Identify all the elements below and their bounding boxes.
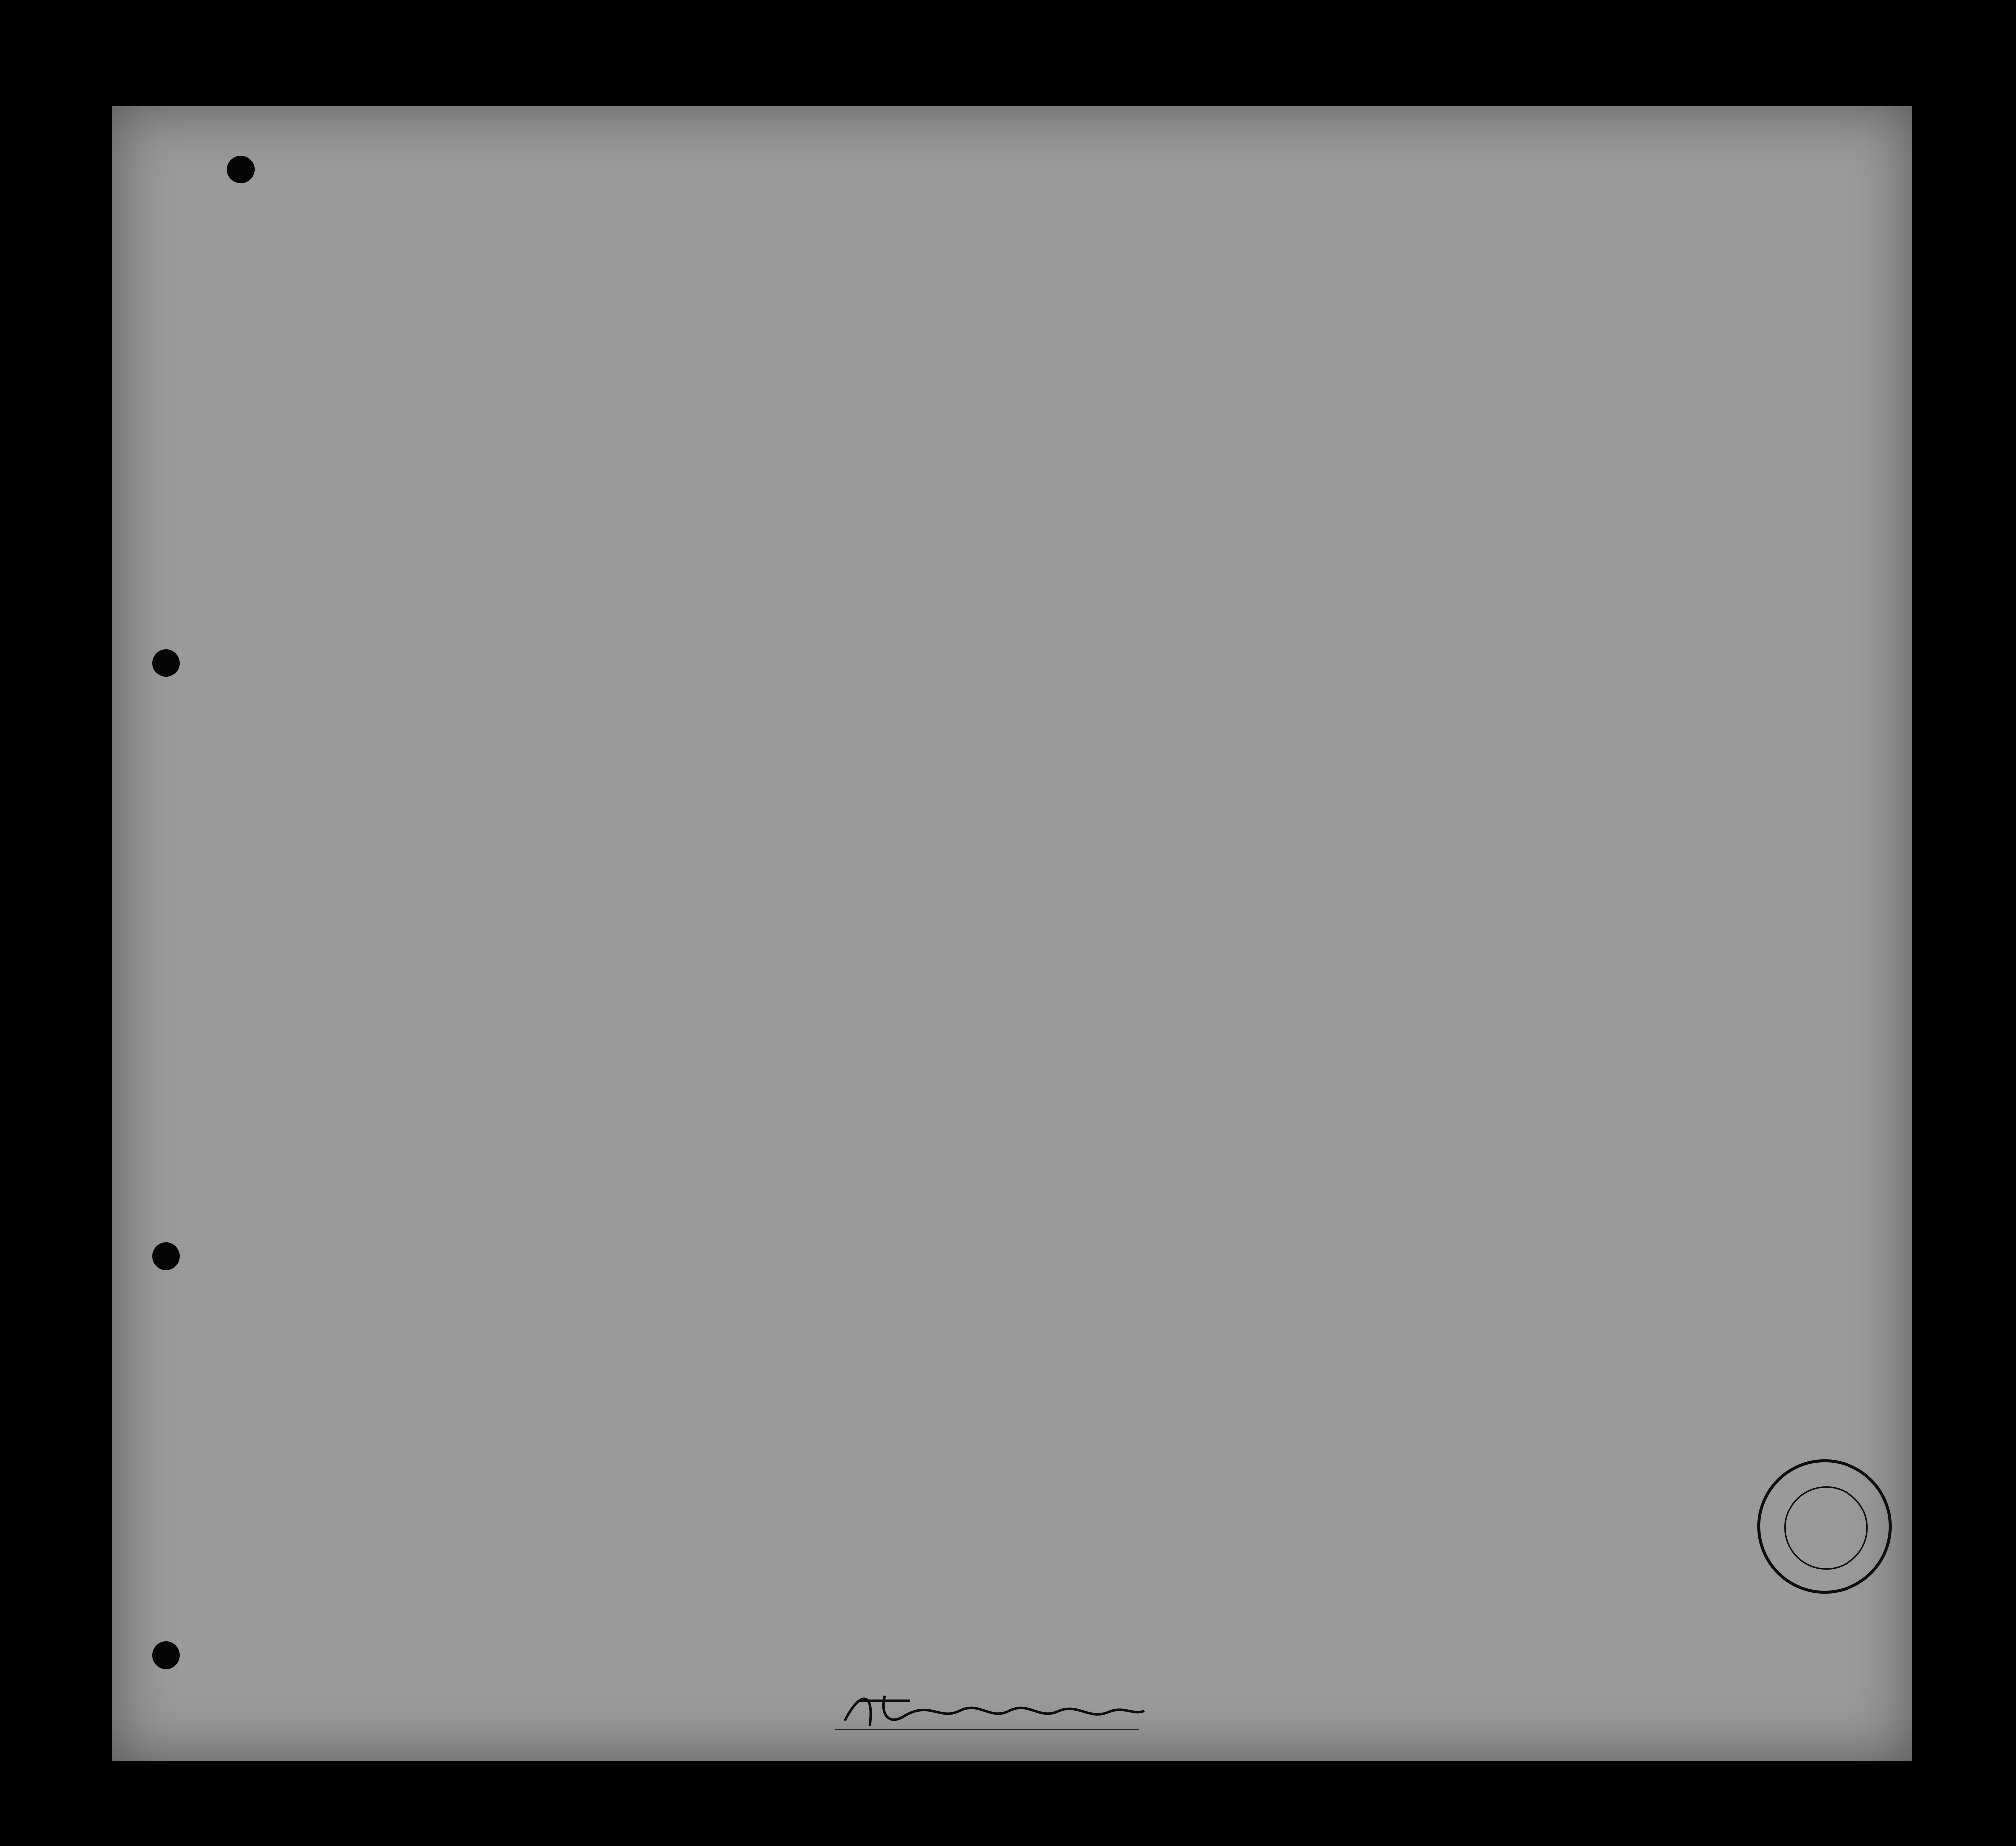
seal-inner-ring: [1784, 1486, 1868, 1570]
punch-hole: [152, 649, 180, 677]
signature-scribble: [830, 1681, 1149, 1741]
vessel-info-line: [302, 270, 1847, 295]
crew-table: [151, 320, 1911, 1726]
punch-hole: [227, 156, 255, 183]
inspector-signature: [830, 1681, 1149, 1741]
punch-hole: [152, 1242, 180, 1270]
consulate-seal: [1757, 1459, 1892, 1594]
punch-hole: [152, 1641, 180, 1669]
manifest-sheet: [112, 106, 1912, 1761]
